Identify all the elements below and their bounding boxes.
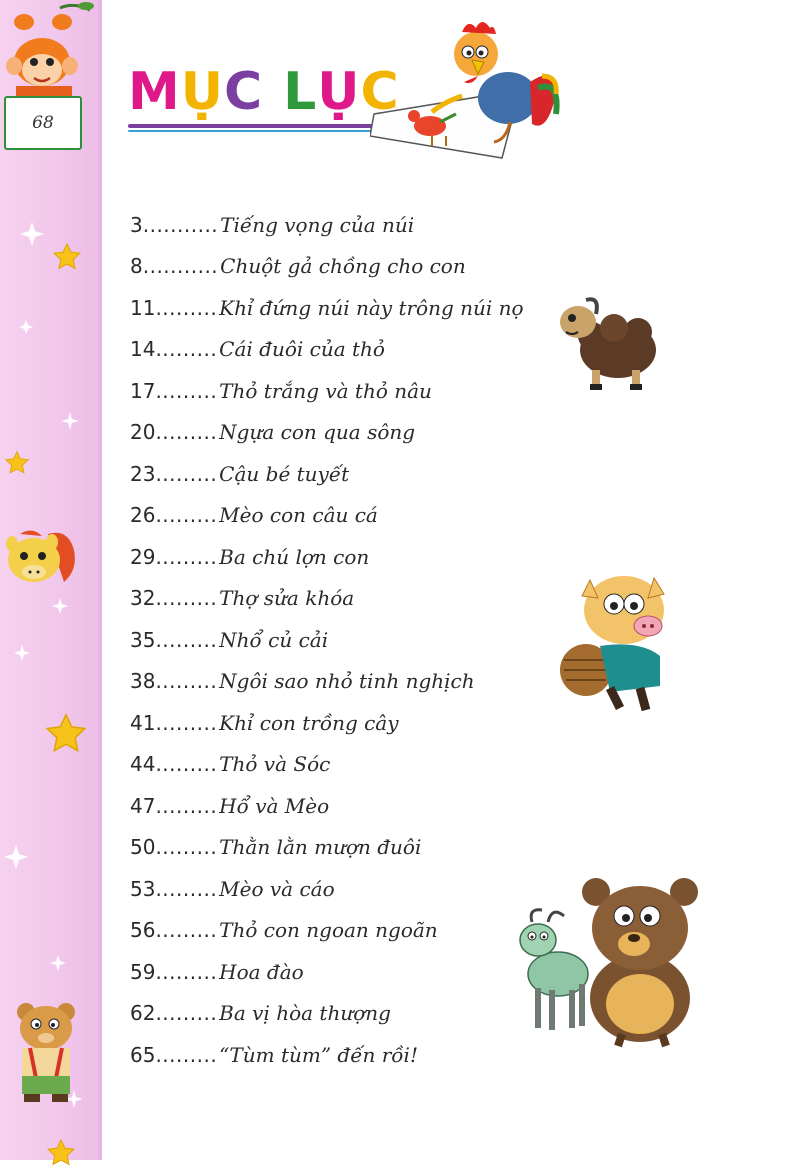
toc-story-title: Thỏ con ngoan ngoãn bbox=[219, 918, 438, 943]
title-underline-secondary bbox=[128, 130, 390, 132]
toc-leader-dots: ......... bbox=[155, 710, 218, 735]
toc-page-number: 23 bbox=[130, 461, 156, 486]
toc-story-title: Cậu bé tuyết bbox=[219, 461, 350, 486]
toc-story-title: Thỏ trắng và thỏ nâu bbox=[219, 378, 432, 403]
title-letter: C bbox=[223, 62, 264, 122]
sheep-illustration bbox=[552, 288, 662, 393]
toc-story-title: Thằn lằn mượn đuôi bbox=[219, 835, 422, 860]
toc-page-number: 17 bbox=[130, 378, 156, 403]
bear-and-goat-illustration bbox=[512, 878, 712, 1048]
star-icon bbox=[52, 242, 82, 272]
toc-entry bbox=[130, 661, 570, 703]
toc-entry bbox=[130, 868, 570, 910]
toc-page-number: 59 bbox=[130, 959, 156, 984]
toc-page-number: 38 bbox=[130, 669, 156, 694]
pony-illustration bbox=[4, 528, 84, 590]
toc-entry bbox=[130, 495, 570, 537]
table-of-contents bbox=[130, 204, 570, 1076]
toc-entry bbox=[130, 287, 570, 329]
toc-page-number: 53 bbox=[130, 876, 156, 901]
star-icon bbox=[44, 712, 88, 756]
toc-page-number: 56 bbox=[130, 918, 156, 943]
title-letter: L bbox=[283, 62, 318, 122]
toc-page-number: 11 bbox=[130, 295, 156, 320]
toc-entry bbox=[130, 246, 570, 288]
toc-page-number: 50 bbox=[130, 835, 156, 860]
toc-entry bbox=[130, 619, 570, 661]
star-icon bbox=[46, 1138, 76, 1168]
toc-entry bbox=[130, 453, 570, 495]
toc-leader-dots: ......... bbox=[155, 876, 218, 901]
toc-leader-dots: ........... bbox=[142, 254, 219, 279]
toc-leader-dots: ......... bbox=[155, 461, 218, 486]
toc-leader-dots: ......... bbox=[155, 420, 218, 445]
toc-entry bbox=[130, 412, 570, 454]
toc-page-number: 35 bbox=[130, 627, 156, 652]
toc-page-number: 47 bbox=[130, 793, 156, 818]
toc-story-title: Ngôi sao nhỏ tinh nghịch bbox=[219, 669, 475, 694]
toc-page-number: 20 bbox=[130, 420, 156, 445]
toc-leader-dots: ......... bbox=[155, 752, 218, 777]
toc-entry bbox=[130, 951, 570, 993]
title-letter: Ụ bbox=[180, 62, 224, 122]
page-number-box bbox=[4, 96, 82, 150]
toc-leader-dots: ......... bbox=[155, 1001, 218, 1026]
toc-story-title: Hổ và Mèo bbox=[219, 793, 330, 818]
toc-leader-dots: ......... bbox=[155, 669, 218, 694]
pig-illustration bbox=[556, 570, 680, 714]
toc-entry bbox=[130, 785, 570, 827]
toc-leader-dots: ......... bbox=[155, 627, 218, 652]
toc-story-title: Chuột gả chồng cho con bbox=[220, 254, 466, 279]
toc-entry bbox=[130, 993, 570, 1035]
toc-page-number: 62 bbox=[130, 1001, 156, 1026]
title-letter: Ụ bbox=[317, 62, 361, 122]
toc-page-number: 41 bbox=[130, 710, 156, 735]
toc-entry bbox=[130, 204, 570, 246]
title-letter: M bbox=[128, 62, 181, 122]
toc-page-number: 44 bbox=[130, 752, 156, 777]
toc-story-title: Mèo con câu cá bbox=[219, 503, 378, 528]
toc-story-title: Thỏ và Sóc bbox=[219, 752, 331, 777]
toc-page-number: 32 bbox=[130, 586, 156, 611]
toc-leader-dots: ......... bbox=[155, 959, 218, 984]
toc-leader-dots: ......... bbox=[155, 1042, 218, 1067]
toc-leader-dots: ......... bbox=[155, 918, 218, 943]
title-underline bbox=[128, 124, 390, 128]
toc-entry bbox=[130, 578, 570, 620]
toc-page-number: 29 bbox=[130, 544, 156, 569]
star-icon bbox=[4, 450, 30, 476]
toc-story-title: Ba vị hòa thượng bbox=[219, 1001, 391, 1026]
page-title bbox=[128, 64, 400, 120]
toc-entry bbox=[130, 744, 570, 786]
toc-story-title: Khỉ con trồng cây bbox=[219, 710, 399, 735]
toc-leader-dots: ......... bbox=[155, 793, 218, 818]
toc-leader-dots: ......... bbox=[155, 337, 218, 362]
toc-entry bbox=[130, 329, 570, 371]
toc-leader-dots: ......... bbox=[155, 378, 218, 403]
toc-story-title: Thợ sửa khóa bbox=[219, 586, 355, 611]
toc-entry bbox=[130, 536, 570, 578]
toc-story-title: Khỉ đứng núi này trông núi nọ bbox=[219, 295, 524, 320]
toc-story-title: Ngựa con qua sông bbox=[219, 420, 416, 445]
page-number: 68 bbox=[32, 113, 54, 133]
toc-entry bbox=[130, 370, 570, 412]
toc-leader-dots: ........... bbox=[142, 212, 219, 237]
toc-page-number: 3 bbox=[130, 212, 143, 237]
toc-story-title: “Tùm tùm” đến rồi! bbox=[219, 1042, 418, 1067]
toc-entry bbox=[130, 702, 570, 744]
rooster-drawing-illustration bbox=[370, 18, 570, 168]
toc-leader-dots: ......... bbox=[155, 295, 218, 320]
toc-leader-dots: ......... bbox=[155, 544, 218, 569]
title-letter: C bbox=[360, 62, 400, 122]
toc-story-title: Cái đuôi của thỏ bbox=[219, 337, 385, 362]
toc-leader-dots: ......... bbox=[155, 503, 218, 528]
toc-story-title: Ba chú lợn con bbox=[219, 544, 370, 569]
toc-page-number: 65 bbox=[130, 1042, 156, 1067]
monkey-illustration bbox=[0, 0, 100, 100]
toc-leader-dots: ......... bbox=[155, 586, 218, 611]
toc-story-title: Tiếng vọng của núi bbox=[220, 212, 415, 237]
toc-page-number: 14 bbox=[130, 337, 156, 362]
toc-entry bbox=[130, 910, 570, 952]
toc-entry bbox=[130, 1034, 570, 1076]
bear-with-suspenders-illustration bbox=[6, 1000, 86, 1104]
toc-story-title: Nhổ củ cải bbox=[219, 627, 329, 652]
toc-story-title: Mèo và cáo bbox=[219, 876, 335, 901]
toc-story-title: Hoa đào bbox=[219, 959, 304, 984]
toc-leader-dots: ......... bbox=[155, 835, 218, 860]
toc-page-number: 26 bbox=[130, 503, 156, 528]
toc-page-number: 8 bbox=[130, 254, 143, 279]
toc-entry bbox=[130, 827, 570, 869]
